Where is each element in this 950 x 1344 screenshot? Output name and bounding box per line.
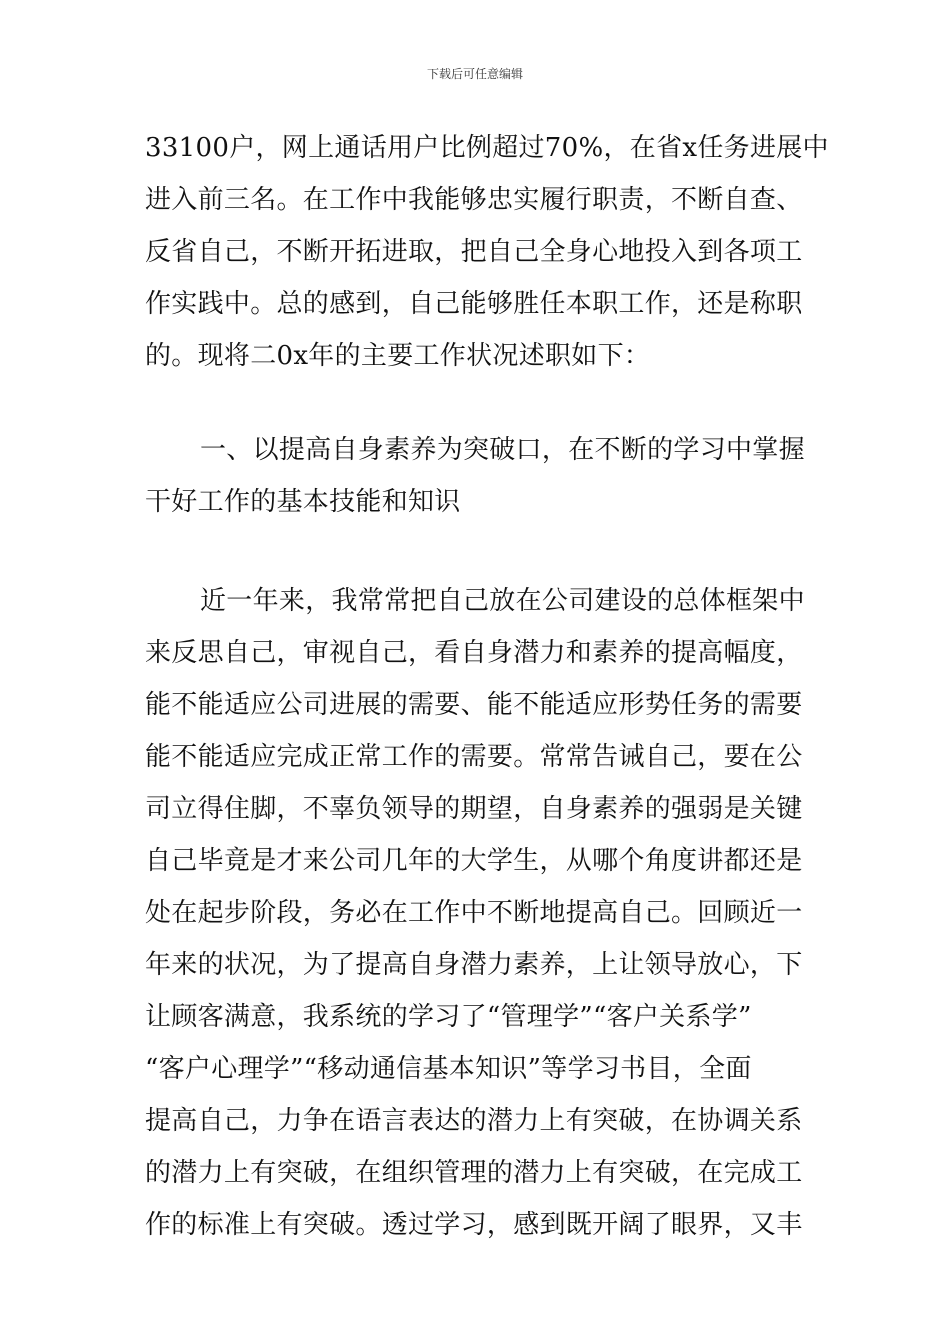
text-line: 处在起步阶段，务必在工作中不断地提高自己。回顾近一 [145, 898, 803, 928]
text-line: “客户心理学”“移动通信基本知识”等学习书目，全面 [145, 1054, 752, 1084]
text-line: 的潜力上有突破，在组织管理的潜力上有突破，在完成工 [145, 1158, 803, 1188]
text-line: 能不能适应完成正常工作的需要。常常告诫自己，要在公 [145, 742, 803, 772]
text-line: 作实践中。总的感到，自己能够胜任本职工作，还是称职 [145, 289, 803, 319]
text-line: 一、以提高自身素养为突破口，在不断的学习中掌握 [200, 435, 805, 465]
paragraph-continuation [145, 122, 829, 382]
text-line: 作的标准上有突破。透过学习，感到既开阔了眼界，又丰 [145, 1210, 803, 1240]
text-line: 近一年来，我常常把自己放在公司建设的总体框架中 [200, 586, 805, 616]
text-line: 提高自己，力争在语言表达的潜力上有突破，在协调关系 [145, 1106, 803, 1136]
section-heading [145, 424, 807, 528]
text-line: 司立得住脚，不辜负领导的期望，自身素养的强弱是关键 [145, 794, 803, 824]
text-line: 进入前三名。在工作中我能够忠实履行职责，不断自查、 [145, 185, 803, 215]
text-line: 33100户，网上通话用户比例超过70%，在省x任务进展中 [145, 133, 829, 163]
text-line: 干好工作的基本技能和知识 [145, 487, 461, 517]
text-line: 年来的状况，为了提高自身潜力素养，上让领导放心，下 [145, 950, 803, 980]
text-line: 能不能适应公司进展的需要、能不能适应形势任务的需要 [145, 690, 803, 720]
page-header-note: 下载后可任意编辑 [426, 67, 523, 81]
text-line: 让顾客满意，我系统的学习了“管理学”“客户关系学” [145, 1002, 752, 1032]
text-line: 自己毕竟是才来公司几年的大学生，从哪个角度讲都还是 [145, 846, 803, 876]
paragraph-body [145, 575, 807, 1251]
text-line: 的。现将二0x年的主要工作状况述职如下： [145, 341, 651, 371]
text-line: 来反思自己，审视自己，看自身潜力和素养的提高幅度， [145, 638, 803, 668]
text-line: 反省自己，不断开拓进取，把自己全身心地投入到各项工 [145, 237, 803, 267]
